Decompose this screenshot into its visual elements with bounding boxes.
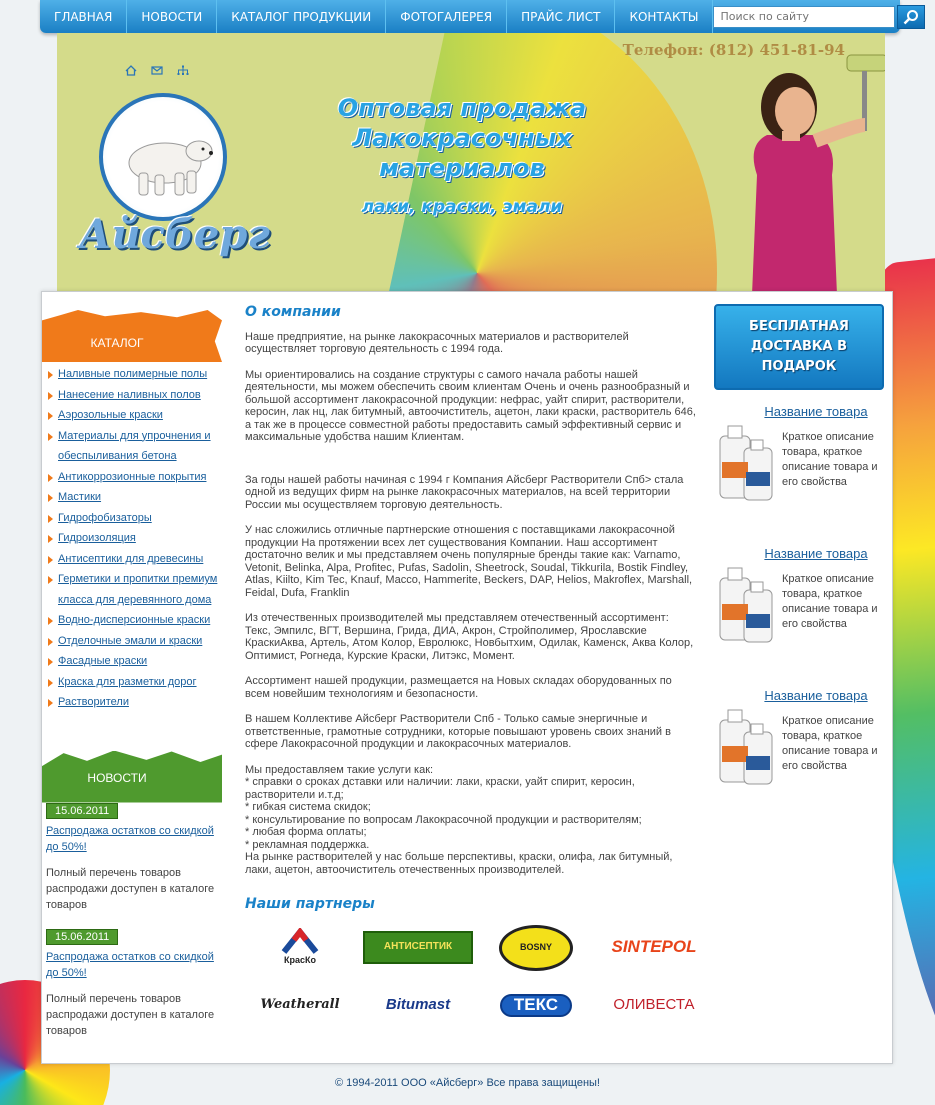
partner-logo-olivesta[interactable] [599,985,709,1027]
main-article [245,306,697,1027]
slogan [272,93,652,217]
search-box [713,5,925,29]
catalog-link[interactable]: Отделочные эмали и краски [58,634,203,647]
nav-contacts[interactable]: КОНТАКТЫ [615,0,713,33]
partner-logo-teks[interactable] [481,985,591,1027]
partner-logo-weatherall[interactable] [245,985,355,1027]
partner-name: SINTEPOL [611,937,697,957]
catalog-link[interactable]: Фасадные краски [58,655,148,667]
news-title: НОВОСТИ [87,770,147,785]
news-date: 15.06.2011 [46,803,118,819]
product-description: Краткое описание товара, краткое описание товара и его свойства [782,715,878,772]
news-item [42,929,226,1039]
header-icons [125,65,189,76]
catalog-link[interactable]: Гидроизоляция [58,532,136,544]
product-card [714,688,884,816]
search-input[interactable] [713,6,895,28]
catalog-header [42,292,226,364]
right-sidebar [714,304,884,816]
header-banner [57,33,885,293]
free-delivery-banner[interactable]: БЕСПЛАТНАЯ ДОСТАВКА В ПОДАРОК [714,304,884,390]
partners-grid [245,927,697,1027]
home-icon[interactable] [125,65,137,76]
catalog-item [46,672,226,693]
product-description: Краткое описание товара, краткое описание товара и его свойства [782,573,878,630]
polar-bear-icon [117,121,217,201]
news-link[interactable]: Распродажа остатков со скидкой до 50%! [46,824,214,853]
slogan-line-3: лаки, краски, эмали [361,197,563,217]
catalog-item [46,549,226,570]
catalog-list [42,364,226,713]
search-button[interactable] [897,5,925,29]
product-name-link[interactable]: Название товара [764,404,868,419]
catalog-item [46,364,226,385]
article-paragraph: Наше предприятие, на рынке лакокрасочных материалов и растворителей осуществляет торговую деятельность с 1994 года. [245,330,629,355]
nav-pricelist[interactable]: ПРАЙС ЛИСТ [507,0,615,33]
news-text: Полный перечень товаров распродажи доступен в каталоге товаров [46,992,215,1037]
catalog-link[interactable]: Краска для разметки дорог [58,675,197,688]
partner-name: ТЕКС [500,994,572,1017]
nav-catalog[interactable]: КАТАЛОГ ПРОДУКЦИИ [217,0,386,33]
phone-number: Телефон: (812) 451-81-94 [622,41,845,59]
partner-name: КрасКо [284,955,316,966]
news-item [42,803,226,913]
footer-copyright: © 1994-2011 ООО «Айсберг» Все права защищены! [335,1077,600,1089]
partner-logo-sintepol[interactable] [599,927,709,969]
product-bottles-image[interactable] [716,422,778,502]
sitemap-icon[interactable] [177,65,189,76]
catalog-link[interactable]: Водно-дисперсионные краски [58,614,211,626]
article-paragraph: Ассортимент нашей продукции, размещается на Новых складах оборудованных по всем новейшим технологиям и безопасности. [245,675,672,700]
catalog-item [46,426,226,467]
news-link[interactable]: Распродажа остатков со скидкой до 50%! [46,950,214,979]
product-bottles-image[interactable] [716,564,778,644]
article-paragraph: В нашем Коллективе Айсберг Растворители Спб - Только самые энергичные и ответственные, грамотные сотрудники, которые повышают уровень своих знаний в сфере Лакокрасочной продукции и лакокрасочных материалов. [245,713,671,750]
catalog-item [46,487,226,508]
painter-woman-image [697,45,885,293]
product-bottles-image[interactable] [716,706,778,786]
catalog-item [46,569,226,610]
catalog-link[interactable]: Мастики [58,491,102,503]
partner-name: BOSNY [499,925,573,971]
partner-name: Bitumast [385,996,451,1014]
catalog-item [46,610,226,631]
product-card [714,546,884,674]
partner-logo-bosny[interactable] [481,927,591,969]
logo-text: Айсберг [79,211,270,258]
catalog-link[interactable]: Герметики и пропитки премиум класса для деревянного дома [58,573,218,606]
catalog-link[interactable]: Аэрозольные краски [58,409,163,421]
catalog-item [46,692,226,713]
catalog-title: КАТАЛОГ [90,336,144,350]
partner-name: ОЛИВЕСТА [613,996,695,1014]
news-text: Полный перечень товаров распродажи доступен в каталоге товаров [46,866,215,911]
nav-news[interactable]: НОВОСТИ [127,0,217,33]
product-description: Краткое описание товара, краткое описание товара и его свойства [782,431,878,488]
catalog-link[interactable]: Наливные полимерные полы [58,368,208,380]
catalog-link[interactable]: Нанесение наливных полов [58,388,201,401]
catalog-link[interactable]: Антикоррозионные покрытия [58,470,207,483]
catalog-item [46,631,226,652]
product-name-link[interactable]: Название товара [764,546,868,561]
catalog-link[interactable]: Антисептики для древесины [58,552,204,565]
slogan-line-2: Лакокрасочных материалов [352,124,572,182]
page-title: О компании [245,304,341,320]
main-content-box [41,291,893,1064]
article-paragraph: За годы нашей работы начиная с 1994 г Компания Айсберг Растворители Спб> стала одной из ведущих фирм на рынке лакокрасочных материалов, на всей территории России мы осуществляем торговую деятельность. [245,473,684,511]
partner-name: Weatherall [260,997,340,1013]
article-paragraph: Мы ориентировались на создание структуры с самого начала работы нашей деятельности, мы можем обеспечить своим клиентам Очень и очень разнообразный и большой ассортимент лакокрасочной продукции: нефрас, уайт спирит, растворители, керосин, лак нц, лак битумный, автоочиститель, ацетон, лаки краски, растворитель 646, а так же в процессе совместной работы предоставить самый эффективный сервис и максимальные удобства нашим Клиентам. [245,368,696,443]
article-paragraph: Из отечественных производителей мы представляем отечественный ассортимент: Текс, Эмпилс, ВГТ, Вершина, Грида, ДИА, Акрон, Стройполимер, Ярославские КраскиАква, Артель, Атом Колор, Евролюкс, Новбытхим, Одилак, Каменск, Аква Колор, Оптимист, Рогнеда, Курские Краски, Литэкс, Момент. [245,612,694,662]
product-name-link[interactable]: Название товара [764,688,868,703]
krasko-house-icon [280,928,320,954]
partners-title: Наши партнеры [245,896,375,912]
mail-icon[interactable] [151,65,163,76]
logo[interactable] [79,93,279,263]
services-list: Мы предоставляем такие услуги как: * справки о сроках дставки или наличии: лаки, краски, уайт спирит, керосин, растворители и.т.д; * гибкая система скидок; * консультирование по вопросам Лакокрасочной продукции и растворителям; * любая форма оплаты; * рекламная поддержка. На рынке растворителей у нас больше перспективы, краски, олифа, лак битумный, лаки, ацетон, автоочиститель отечественных производителей. [245,763,673,876]
slogan-line-1: Оптовая продажа [337,94,587,122]
article-paragraph: У нас сложились отличные партнерские отношения с поставщиками лакокрасочной продукции На протяжении всех лет существования Компании. Наш ассортимент достаточно велик и мы представляем очень популярные бренды такие как: Varnamo, Vetonit, Belinka, Alpa, Profitec, Pufas, Sadolin, Sheetrock, Soudal, Tikkurila, Bostik Findley, Atlas, Kiilto, Kim Tec, Knauf, Macco, Hammerite, Beckers, DAP, Helios, Makroflex, Marshall, Feidal, Dufa, Franklin [245,524,693,599]
catalog-item [46,405,226,426]
news-header [42,743,226,803]
catalog-item [46,651,226,672]
logo-circle [99,93,227,221]
top-navigation [40,0,900,33]
catalog-link[interactable]: Материалы для упрочнения и обеспыливания бетона [58,429,211,462]
partner-logo-antiseptik[interactable] [363,927,473,969]
partner-logo-krasko[interactable] [245,927,355,969]
catalog-item [46,467,226,488]
catalog-item [46,508,226,529]
catalog-item [46,385,226,406]
catalog-item [46,528,226,549]
product-card [714,404,884,532]
catalog-link[interactable]: Растворители [58,696,129,708]
catalog-link[interactable]: Гидрофобизаторы [58,511,152,524]
news-date: 15.06.2011 [46,929,118,945]
partner-name: АНТИСЕПТИК [363,931,473,964]
partner-logo-bitumast[interactable] [363,985,473,1027]
nav-home[interactable]: ГЛАВНАЯ [40,0,127,33]
left-sidebar [42,292,226,1055]
search-icon [903,9,919,25]
nav-gallery[interactable]: ФОТОГАЛЕРЕЯ [386,0,507,33]
